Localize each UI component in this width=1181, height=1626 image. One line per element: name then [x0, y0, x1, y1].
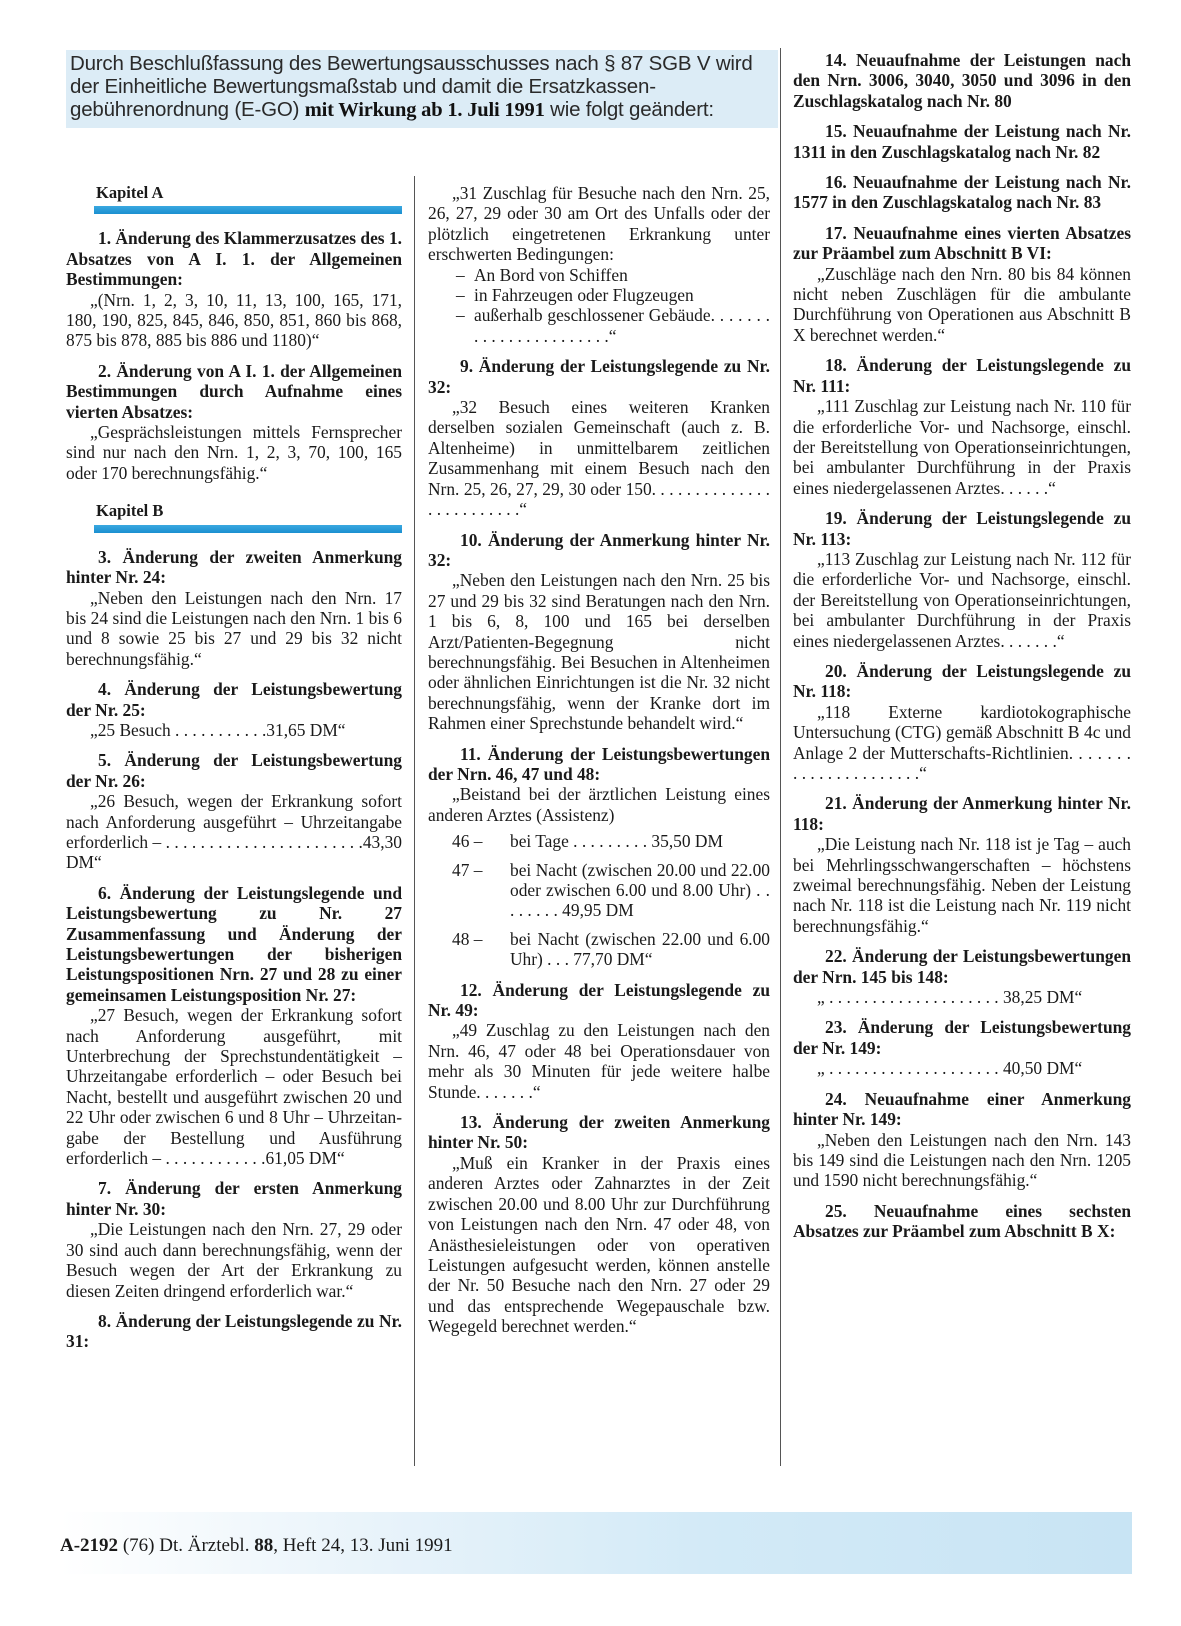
section-heading: 24. Neuaufnahme einer Anmerkung hinter Nr. 149:	[793, 1088, 1131, 1130]
section-4	[66, 679, 402, 740]
fee-row: 47 – bei Nacht (zwischen 20.00 und 22.00 oder zwischen 6.00 und 8.00 Uhr) . . . . . . . . 49,95 DM	[452, 859, 770, 921]
section-heading: 21. Änderung der Anmerkung hinter Nr. 118:	[793, 793, 1131, 834]
section-21	[793, 793, 1131, 936]
section-heading: 16. Neuaufnahme der Leistung nach Nr. 1577 in den Zuschlagskatalog nach Nr. 83	[793, 172, 1131, 213]
section-text: „Die Leistungen nach den Nrn. 27, 29 oder 30 sind auch dann berechnungsfähig, wenn der Besuch wegen der Art der Erkrankung zu diesen Zeiten dringend erforderlich war.“	[66, 1219, 402, 1301]
section-text: „Muß ein Kranker in der Praxis eines anderen Arztes oder Zahnarztes in der Zeit zwischen 20.00 und 8.00 Uhr zur Durchführung von Leistungen nach den Nrn. 47 oder 48, von Anästhesieleistungen oder von operativen Leistungen aufgesucht werden, können anstelle der Nr. 50 Besuche nach den Nrn. 27 oder 29 und das entsprechende Wegepauschale bzw. Wegegeld berechnet werden.“	[428, 1152, 770, 1337]
section-7	[66, 1178, 402, 1300]
column-divider-right	[780, 48, 781, 1466]
section-text: „Beistand bei der ärztlichen Leistung eines anderen Arztes (Assistenz)	[428, 784, 770, 825]
intro-text-end: wie folgt geändert:	[544, 98, 714, 121]
fee-row: 46 – bei Tage . . . . . . . . . 35,50 DM	[452, 831, 723, 852]
section-24	[793, 1089, 1131, 1191]
section-text: „31 Zuschlag für Besuche nach den Nrn. 25, 26, 27, 29 oder 30 am Ort des Unfalls oder der plötzlich eingetretenen Erkrankung unter erschwerten Bedingungen:	[428, 183, 770, 265]
section-text: „Neben den Leistungen nach den Nrn. 25 bis 27 und 29 bis 32 sind Beratungen nach den Nrn. 1 bis 6, 8, 100 und 165 bei derselben Arzt/Patienten-Begegnung nicht berechnungsfähig. Bei Besuchen in Altenheimen oder ähnlichen Einrichtungen ist die Nr. 32 nicht berechnungsfähig, wenn der Kranke dort im Rahmen einer Sprechstunde behandelt wird.“	[428, 570, 770, 734]
section-text: „Neben den Leistungen nach den Nrn. 143 bis 149 sind die Leistungen nach den Nrn. 1205 und 1590 nicht berechnungsfähig.“	[793, 1129, 1131, 1191]
column-1	[66, 183, 402, 1362]
section-8-heading	[66, 1311, 402, 1352]
fee-row: 48 – bei Nacht (zwischen 22.00 und 6.00 Uhr) . . . 77,70 DM“	[452, 928, 770, 970]
section-19	[793, 508, 1131, 651]
section-20	[793, 661, 1131, 783]
section-17	[793, 223, 1131, 345]
section-heading: 8. Änderung der Leistungslegende zu Nr. 31:	[66, 1310, 402, 1352]
section-22	[793, 946, 1131, 1007]
section-heading: 19. Änderung der Leistungslegende zu Nr. 113:	[793, 508, 1131, 549]
page-footer	[60, 1535, 453, 1557]
section-text: „Gesprächsleistungen mittels Fernsprecher sind nur nach den Nrn. 1, 2, 3, 70, 100, 165 oder 170 berechnungsfähig.“	[66, 422, 402, 483]
section-5	[66, 750, 402, 872]
section-15	[793, 121, 1131, 162]
chapter-heading-a: Kapitel A	[96, 183, 164, 202]
section-heading: 14. Neuaufnahme der Leistungen nach den Nrn. 3006, 3040, 3050 und 3096 in den Zuschlagskatalog nach Nr. 80	[793, 50, 1131, 111]
section-text: „Zuschläge nach den Nrn. 80 bis 84 können nicht neben Zuschlägen für die ambulante Durchführung von Operationen aus Abschnitt B X berechnet werden.“	[793, 263, 1131, 345]
section-23	[793, 1017, 1131, 1078]
column-divider-left	[414, 176, 415, 1466]
section-text: „Neben den Leistungen nach den Nrn. 17 bis 24 sind die Leistungen nach den Nrn. 1 bis 6 und 8 sowie 25 bis 27 und 29 bis 32 nicht berechnungsfähig.“	[66, 587, 402, 669]
chapter-bar-b	[94, 525, 402, 533]
column-2	[428, 183, 770, 1347]
section-heading: 1. Änderung des Klammerzusatzes des 1. Absatzes von A I. 1. der Allgemeinen Bestimmungen:	[66, 228, 402, 290]
section-8-body	[428, 183, 770, 346]
intro-paragraph	[66, 50, 778, 128]
section-12	[428, 980, 770, 1102]
column-3	[793, 50, 1131, 1252]
list-item: – in Fahrzeugen oder Flugzeugen	[452, 285, 770, 305]
section-13	[428, 1112, 770, 1336]
section-text: „111 Zuschlag zur Leistung nach Nr. 110 für die erforderliche Vor- und Nachsorge, einschl. der Bereitstellung von Operationseinrichtungen, bei ambulanter Durchführung in der Praxis eines niedergelassenen Arztes. . . . . .“	[793, 396, 1131, 498]
section-heading: 6. Änderung der Leistungslegende und Leistungsbewertung zu Nr. 27 Zusammenfassung und Änderung der Leistungsbewertungen der bisherigen Leistungspositionen Nrn. 27 und 28 zu einer gemeinsamen Leistungsposition Nr. 27:	[66, 882, 402, 1005]
chapter-bar-a	[94, 206, 402, 214]
section-text: „ . . . . . . . . . . . . . . . . . . . . 40,50 DM“	[817, 1058, 1083, 1079]
list-item: – außerhalb geschlossener Gebäude. . . . . . . . . . . . . . . . . . . . . . .“	[452, 305, 770, 346]
chapter-heading-b: Kapitel B	[96, 501, 164, 521]
section-heading: 4. Änderung der Leistungsbewertung der Nr. 25:	[66, 679, 402, 720]
section-heading: 18. Änderung der Leistungslegende zu Nr. 111:	[793, 355, 1131, 396]
section-25	[793, 1201, 1131, 1242]
section-14	[793, 50, 1131, 111]
section-16	[793, 172, 1131, 213]
section-heading: 10. Änderung der Anmerkung hinter Nr. 32:	[428, 529, 770, 570]
section-heading: 2. Änderung von A I. 1. der Allgemeinen Bestimmungen durch Aufnahme eines vierten Absatzes:	[66, 360, 402, 422]
section-heading: 5. Änderung der Leistungsbewertung der Nr. 26:	[66, 750, 402, 791]
section-text: „32 Besuch eines weiteren Kranken derselben sozialen Gemeinschaft (auch z. B. Altenheime) in unmittelbarem zeitlichen Zusammenhang mit einem Besuch nach den Nrn. 25, 26, 27, 29, 30 oder 150. . . . . . . . . . . . . . . . . . . . . . . . .“	[428, 397, 770, 520]
condition-list	[428, 265, 770, 347]
section-2	[66, 361, 402, 483]
section-text: „49 Zuschlag zu den Leistungen nach den Nrn. 46, 47 oder 48 bei Operationsdauer von mehr als 30 Minuten für jede weitere halbe Stunde. . . . . . .“	[428, 1020, 770, 1102]
section-heading: 9. Änderung der Leistungslegende zu Nr. 32:	[428, 356, 770, 397]
page-number: A-2192	[60, 1535, 119, 1556]
section-text: „118 Externe kardiotokographische Untersuchung (CTG) gemäß Abschnitt B 4c und Anlage 2 der Mutterschafts-Richtlinien. . . . . . . . . . . . . . . . . . . . . .“	[793, 701, 1131, 783]
section-heading: 12. Änderung der Leistungslegende zu Nr. 49:	[428, 979, 770, 1021]
section-3	[66, 547, 402, 669]
journal-volume: 88	[254, 1535, 274, 1556]
section-heading: 17. Neuaufnahme eines vierten Absatzes zur Präambel zum Abschnitt B VI:	[793, 222, 1131, 264]
section-heading: 22. Änderung der Leistungsbewertungen der Nrn. 145 bis 148:	[793, 946, 1131, 987]
section-heading: 20. Änderung der Leistungslegende zu Nr. 118:	[793, 660, 1131, 702]
section-heading: 13. Änderung der zweiten Anmerkung hinter Nr. 50:	[428, 1112, 770, 1153]
section-text: „ . . . . . . . . . . . . . . . . . . . . 38,25 DM“	[817, 987, 1083, 1008]
section-18	[793, 355, 1131, 498]
section-text: „25 Besuch . . . . . . . . . . .31,65 DM“	[90, 719, 346, 740]
section-heading: 11. Änderung der Leistungsbewertungen der Nrn. 46, 47 und 48:	[428, 743, 770, 784]
section-text: „26 Besuch, wegen der Erkrankung sofort nach Anforderung ausgeführt – Uhrzeitangabe erforderlich – . . . . . . . . . . . . . . . . . . . . . . .43,30 DM“	[66, 791, 402, 873]
journal-ref: (76) Dt. Ärztebl.	[118, 1535, 255, 1556]
intro-effective-date: mit Wirkung ab 1. Juli 1991	[304, 99, 545, 121]
section-10	[428, 530, 770, 734]
section-11	[428, 744, 770, 970]
section-heading: 23. Änderung der Leistungsbewertung der Nr. 149:	[793, 1017, 1131, 1058]
section-text: „113 Zuschlag zur Leistung nach Nr. 112 für die erforderliche Vor- und Nachsorge, einschl. der Bereitstellung von Operationseinrichtungen, bei ambulanter Durchführung in der Praxis eines niedergelassenen Arztes. . . . . . .“	[793, 548, 1131, 651]
list-item: – An Bord von Schiffen	[452, 265, 770, 285]
section-text: „27 Besuch, wegen der Erkrankung sofort nach Anforderung ausgeführt, mit Unterbrechung der Sprechstundentätigkeit – Uhrzeitangabe erforderlich – oder Besuch bei Nacht, bestellt und ausgeführt zwischen 20 und 22 Uhr oder zwischen 6 und 8 Uhr – Uhrzeitangabe der Bestellung und Ausführung erforderlich – . . . . . . . . . . . .61,05 DM“	[66, 1005, 402, 1169]
section-text: „(Nrn. 1, 2, 3, 10, 11, 13, 100, 165, 171, 180, 190, 825, 845, 846, 850, 851, 860 bis 868, 875 bis 878, 885 bis 886 und 1180)“	[66, 289, 402, 351]
section-text: „Die Leistung nach Nr. 118 ist je Tag – auch bei Mehrlingsschwangerschaften – höchstens zweimal berechnungsfähig. Neben der Leistung nach Nr. 118 ist die Leistung nach Nr. 119 nicht berechnungsfähig.“	[793, 834, 1131, 936]
intro-text: Durch Beschlußfassung des Bewertungsausschusses nach § 87 SGB V wird der Einheitliche Bewertungsmaßstab und damit die Ersatzkassengebührenordnung (E-GO)	[70, 52, 753, 121]
section-1	[66, 228, 402, 350]
section-9	[428, 356, 770, 519]
section-heading: 15. Neuaufnahme der Leistung nach Nr. 1311 in den Zuschlagskatalog nach Nr. 82	[793, 121, 1131, 162]
section-heading: 25. Neuaufnahme eines sechsten Absatzes zur Präambel zum Abschnitt B X:	[793, 1200, 1131, 1242]
journal-issue: , Heft 24, 13. Juni 1991	[273, 1535, 453, 1556]
section-heading: 7. Änderung der ersten Anmerkung hinter Nr. 30:	[66, 1178, 402, 1219]
section-heading: 3. Änderung der zweiten Anmerkung hinter Nr. 24:	[66, 546, 402, 588]
section-6	[66, 883, 402, 1169]
